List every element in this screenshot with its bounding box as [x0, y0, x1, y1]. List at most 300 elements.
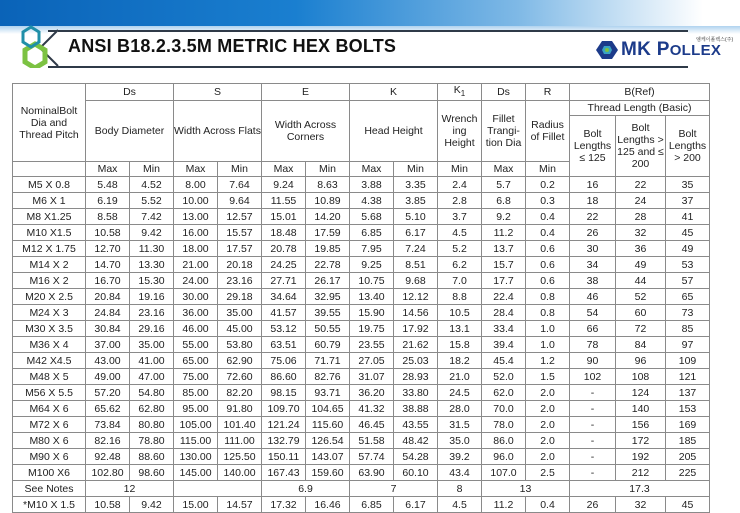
value-cell: 31.5: [438, 417, 482, 433]
value-cell: 153: [666, 401, 710, 417]
value-cell: 22.4: [482, 289, 526, 305]
sub-header-max: Max: [482, 162, 526, 177]
value-cell: 28: [616, 209, 666, 225]
value-cell: 23.55: [350, 337, 394, 353]
value-cell: 21.62: [394, 337, 438, 353]
table-row: [13, 417, 710, 433]
value-cell: 10.5: [438, 305, 482, 321]
value-cell: 125.50: [218, 449, 262, 465]
group-symbol-ds-fillet: Ds: [482, 84, 526, 101]
value-cell: 34.64: [262, 289, 306, 305]
hexagon-logo-icon: [14, 24, 56, 68]
table-row: [13, 305, 710, 321]
value-cell: 13.40: [350, 289, 394, 305]
value-cell: 22: [570, 209, 616, 225]
value-cell: 9.24: [262, 177, 306, 193]
value-cell: 27.71: [262, 273, 306, 289]
bolt-size-cell: M12 X 1.75: [13, 241, 86, 257]
value-cell: 13.1: [438, 321, 482, 337]
value-cell: 22.78: [306, 257, 350, 273]
value-cell: 205: [666, 449, 710, 465]
page-title: ANSI B18.2.3.5M METRIC HEX BOLTS: [68, 36, 397, 56]
value-cell: 45.4: [482, 353, 526, 369]
b-col-gt-200: Bolt Lengths > 200: [666, 116, 710, 177]
value-cell: 16: [570, 177, 616, 193]
value-cell: 2.0: [526, 385, 570, 401]
value-cell: 104.65: [306, 401, 350, 417]
value-cell: 212: [616, 465, 666, 481]
value-cell: 90: [570, 353, 616, 369]
value-cell: 63.90: [350, 465, 394, 481]
value-cell: 140: [616, 401, 666, 417]
value-cell: 35: [666, 177, 710, 193]
value-cell: 10.58: [86, 225, 130, 241]
group-symbol-ds: Ds: [86, 84, 174, 101]
value-cell: 14.20: [306, 209, 350, 225]
table-row: [13, 257, 710, 273]
sub-header-min: Min: [526, 162, 570, 177]
value-cell: 92.48: [86, 449, 130, 465]
sub-header-max: Max: [174, 162, 218, 177]
value-cell: 49: [616, 257, 666, 273]
value-cell: 16.00: [174, 225, 218, 241]
sub-header-max: Max: [350, 162, 394, 177]
value-cell: 0.4: [526, 209, 570, 225]
value-cell: 46: [570, 289, 616, 305]
value-cell: 57.20: [86, 385, 130, 401]
value-cell: 82.20: [218, 385, 262, 401]
brand-mark-icon: [596, 41, 618, 59]
sub-header-min: Min: [130, 162, 174, 177]
value-cell: 14.56: [394, 305, 438, 321]
value-cell: 10.89: [306, 193, 350, 209]
table-row: [13, 353, 710, 369]
value-cell: 12.57: [218, 209, 262, 225]
value-cell: 36.00: [174, 305, 218, 321]
notes-s: [174, 481, 262, 497]
value-cell: 62.0: [482, 385, 526, 401]
value-cell: 1.0: [526, 337, 570, 353]
value-cell: 60.79: [306, 337, 350, 353]
value-cell: 44: [616, 273, 666, 289]
group-symbol-b-ref: B(Ref): [570, 84, 710, 101]
bolt-size-cell: M5 X 0.8: [13, 177, 86, 193]
value-cell: 78: [570, 337, 616, 353]
value-cell: 49: [666, 241, 710, 257]
value-cell: 54.28: [394, 449, 438, 465]
value-cell: 75.06: [262, 353, 306, 369]
value-cell: 172: [616, 433, 666, 449]
value-cell: 26.17: [306, 273, 350, 289]
table-row: [13, 369, 710, 385]
table-row: [13, 433, 710, 449]
value-cell: 29.16: [130, 321, 174, 337]
value-cell: 130.00: [174, 449, 218, 465]
value-cell: 16.46: [306, 497, 350, 513]
group-symbol-s: S: [174, 84, 262, 101]
value-cell: 12.12: [394, 289, 438, 305]
bolt-size-cell: M14 X 2: [13, 257, 86, 273]
table-row: [13, 193, 710, 209]
value-cell: 150.11: [262, 449, 306, 465]
sub-header-min: Min: [438, 162, 482, 177]
value-cell: 20.78: [262, 241, 306, 257]
extra-row-m10: [13, 497, 710, 513]
value-cell: 23.16: [130, 305, 174, 321]
sub-header-min: Min: [394, 162, 438, 177]
value-cell: 85.00: [174, 385, 218, 401]
value-cell: 16.70: [86, 273, 130, 289]
group-desc-thread-length: Thread Length (Basic): [570, 101, 710, 116]
notes-row: [13, 481, 710, 497]
value-cell: -: [570, 465, 616, 481]
value-cell: 17.92: [394, 321, 438, 337]
bolt-size-cell: M42 X4.5: [13, 353, 86, 369]
value-cell: 6.2: [438, 257, 482, 273]
value-cell: 53.80: [218, 337, 262, 353]
value-cell: 52.0: [482, 369, 526, 385]
value-cell: 57: [666, 273, 710, 289]
bolt-size-cell: M24 X 3: [13, 305, 86, 321]
value-cell: 18.2: [438, 353, 482, 369]
value-cell: 3.85: [394, 193, 438, 209]
value-cell: 73: [666, 305, 710, 321]
value-cell: 65.62: [86, 401, 130, 417]
value-cell: 12.70: [86, 241, 130, 257]
value-cell: 43.4: [438, 465, 482, 481]
group-desc-head-height: Head Height: [350, 101, 438, 162]
value-cell: 39.2: [438, 449, 482, 465]
value-cell: 24.5: [438, 385, 482, 401]
value-cell: 30.84: [86, 321, 130, 337]
value-cell: 53.12: [262, 321, 306, 337]
value-cell: 18.48: [262, 225, 306, 241]
notes-k: 7: [350, 481, 438, 497]
table-row: [13, 177, 710, 193]
value-cell: 82.16: [86, 433, 130, 449]
value-cell: 85: [666, 321, 710, 337]
value-cell: 54: [570, 305, 616, 321]
value-cell: 8.63: [306, 177, 350, 193]
value-cell: 159.60: [306, 465, 350, 481]
value-cell: 14.57: [218, 497, 262, 513]
value-cell: 24.25: [262, 257, 306, 273]
value-cell: 30: [570, 241, 616, 257]
value-cell: 45.00: [218, 321, 262, 337]
value-cell: 8.8: [438, 289, 482, 305]
value-cell: 24.00: [174, 273, 218, 289]
value-cell: 9.2: [482, 209, 526, 225]
value-cell: 4.52: [130, 177, 174, 193]
value-cell: 8.00: [174, 177, 218, 193]
value-cell: 78.80: [130, 433, 174, 449]
value-cell: 0.3: [526, 193, 570, 209]
value-cell: 63.51: [262, 337, 306, 353]
value-cell: 6.85: [350, 497, 394, 513]
bolt-size-cell: M20 X 2.5: [13, 289, 86, 305]
value-cell: 32: [616, 497, 666, 513]
table-row: [13, 385, 710, 401]
value-cell: 145.00: [174, 465, 218, 481]
group-symbol-k: K: [350, 84, 438, 101]
value-cell: 11.2: [482, 225, 526, 241]
value-cell: 43.00: [86, 353, 130, 369]
value-cell: 3.35: [394, 177, 438, 193]
value-cell: -: [570, 417, 616, 433]
value-cell: 25.03: [394, 353, 438, 369]
value-cell: 26: [570, 225, 616, 241]
value-cell: 36.20: [350, 385, 394, 401]
value-cell: 15.8: [438, 337, 482, 353]
value-cell: 1.2: [526, 353, 570, 369]
value-cell: 28.93: [394, 369, 438, 385]
bolt-size-cell: M100 X6: [13, 465, 86, 481]
value-cell: 2.0: [526, 401, 570, 417]
spec-table-body: [13, 177, 710, 481]
group-symbol-k1: $K_1$: [438, 84, 482, 101]
value-cell: 102: [570, 369, 616, 385]
value-cell: 91.80: [218, 401, 262, 417]
value-cell: 33.4: [482, 321, 526, 337]
value-cell: 7.95: [350, 241, 394, 257]
value-cell: 108: [616, 369, 666, 385]
value-cell: 39.55: [306, 305, 350, 321]
value-cell: 6.17: [394, 225, 438, 241]
brand-korean-tag: 엠케이폴렉스(주): [696, 37, 734, 43]
bolt-size-cell: M90 X 6: [13, 449, 86, 465]
value-cell: 66: [570, 321, 616, 337]
value-cell: 31.07: [350, 369, 394, 385]
value-cell: 35.00: [130, 337, 174, 353]
value-cell: 2.0: [526, 433, 570, 449]
value-cell: 169: [666, 417, 710, 433]
value-cell: 93.71: [306, 385, 350, 401]
value-cell: 78.0: [482, 417, 526, 433]
value-cell: 143.07: [306, 449, 350, 465]
value-cell: 88.60: [130, 449, 174, 465]
value-cell: 5.52: [130, 193, 174, 209]
bolt-size-cell: M30 X 3.5: [13, 321, 86, 337]
notes-e: 6.9: [262, 481, 350, 497]
value-cell: 9.68: [394, 273, 438, 289]
value-cell: 37.00: [86, 337, 130, 353]
value-cell: -: [570, 449, 616, 465]
value-cell: 38: [570, 273, 616, 289]
value-cell: -: [570, 401, 616, 417]
notes-ds: 12: [86, 481, 174, 497]
value-cell: 7.24: [394, 241, 438, 257]
bolt-size-cell: M36 X 4: [13, 337, 86, 353]
bolt-size-cell: M16 X 2: [13, 273, 86, 289]
value-cell: 7.42: [130, 209, 174, 225]
value-cell: 86.60: [262, 369, 306, 385]
sub-header-min: Min: [306, 162, 350, 177]
value-cell: 41.32: [350, 401, 394, 417]
value-cell: 49.00: [86, 369, 130, 385]
value-cell: 28.4: [482, 305, 526, 321]
value-cell: 3.88: [350, 177, 394, 193]
value-cell: 101.40: [218, 417, 262, 433]
value-cell: 5.68: [350, 209, 394, 225]
value-cell: 23.16: [218, 273, 262, 289]
bolt-size-cell: M72 X 6: [13, 417, 86, 433]
value-cell: 8.58: [86, 209, 130, 225]
value-cell: 37: [666, 193, 710, 209]
value-cell: 97: [666, 337, 710, 353]
value-cell: 35.0: [438, 433, 482, 449]
value-cell: 86.0: [482, 433, 526, 449]
table-row: [13, 225, 710, 241]
value-cell: 73.84: [86, 417, 130, 433]
value-cell: 34: [570, 257, 616, 273]
row-header-label: NominalBolt Dia and Thread Pitch: [13, 84, 86, 162]
value-cell: 33.80: [394, 385, 438, 401]
value-cell: 102.80: [86, 465, 130, 481]
table-row: [13, 241, 710, 257]
value-cell: 0.4: [526, 497, 570, 513]
value-cell: 4.5: [438, 497, 482, 513]
value-cell: 2.8: [438, 193, 482, 209]
value-cell: 11.2: [482, 497, 526, 513]
value-cell: 15.00: [174, 497, 218, 513]
value-cell: 111.00: [218, 433, 262, 449]
value-cell: 19.16: [130, 289, 174, 305]
value-cell: 20.18: [218, 257, 262, 273]
value-cell: 124: [616, 385, 666, 401]
value-cell: 54.80: [130, 385, 174, 401]
hex-bolt-spec-table: [12, 83, 710, 513]
value-cell: 24: [616, 193, 666, 209]
value-cell: 0.2: [526, 177, 570, 193]
notes-k1: 8: [438, 481, 482, 497]
value-cell: 10.75: [350, 273, 394, 289]
value-cell: 24.84: [86, 305, 130, 321]
group-desc-width-across-flats: Width Across Flats: [174, 101, 262, 162]
value-cell: 15.01: [262, 209, 306, 225]
value-cell: 95.00: [174, 401, 218, 417]
value-cell: 14.70: [86, 257, 130, 273]
value-cell: 13.30: [130, 257, 174, 273]
header-banner: [0, 0, 740, 26]
value-cell: 75.00: [174, 369, 218, 385]
b-col-125-200: Bolt Lengths > 125 and ≤ 200: [616, 116, 666, 177]
value-cell: 11.30: [130, 241, 174, 257]
value-cell: 2.4: [438, 177, 482, 193]
value-cell: 5.7: [482, 177, 526, 193]
value-cell: 72.60: [218, 369, 262, 385]
value-cell: 6.8: [482, 193, 526, 209]
brand-name: MK POLLEX: [621, 39, 722, 60]
table-row: [13, 273, 710, 289]
value-cell: 3.7: [438, 209, 482, 225]
group-symbol-e: E: [262, 84, 350, 101]
value-cell: 156: [616, 417, 666, 433]
value-cell: 15.57: [218, 225, 262, 241]
value-cell: 7.64: [218, 177, 262, 193]
value-cell: 5.48: [86, 177, 130, 193]
value-cell: 7.0: [438, 273, 482, 289]
value-cell: 28.0: [438, 401, 482, 417]
value-cell: 0.8: [526, 289, 570, 305]
value-cell: 11.55: [262, 193, 306, 209]
value-cell: 5.2: [438, 241, 482, 257]
bolt-size-cell: M80 X 6: [13, 433, 86, 449]
b-col-le-125: Bolt Lengths ≤ 125: [570, 116, 616, 177]
value-cell: 41: [666, 209, 710, 225]
value-cell: 2.5: [526, 465, 570, 481]
value-cell: 96.0: [482, 449, 526, 465]
value-cell: 15.90: [350, 305, 394, 321]
value-cell: 27.05: [350, 353, 394, 369]
value-cell: 45: [666, 497, 710, 513]
value-cell: 9.64: [218, 193, 262, 209]
value-cell: 98.60: [130, 465, 174, 481]
value-cell: 15.30: [130, 273, 174, 289]
sub-header-blank: [13, 162, 86, 177]
value-cell: 32.95: [306, 289, 350, 305]
value-cell: 2.0: [526, 449, 570, 465]
value-cell: 62.80: [130, 401, 174, 417]
value-cell: 21.0: [438, 369, 482, 385]
value-cell: -: [570, 433, 616, 449]
value-cell: 46.00: [174, 321, 218, 337]
value-cell: 109.70: [262, 401, 306, 417]
value-cell: 29.18: [218, 289, 262, 305]
value-cell: 32: [616, 225, 666, 241]
value-cell: 19.85: [306, 241, 350, 257]
value-cell: 140.00: [218, 465, 262, 481]
value-cell: 5.10: [394, 209, 438, 225]
value-cell: 82.76: [306, 369, 350, 385]
sub-header-max: Max: [86, 162, 130, 177]
value-cell: 15.7: [482, 257, 526, 273]
value-cell: 8.51: [394, 257, 438, 273]
notes-ds-fillet-r: 13: [482, 481, 570, 497]
value-cell: 13.00: [174, 209, 218, 225]
value-cell: 10.00: [174, 193, 218, 209]
notes-b: 17.3: [570, 481, 710, 497]
value-cell: 45: [666, 225, 710, 241]
group-desc-fillet-transition-dia: Fillet Trangi- tion Dia: [482, 101, 526, 162]
value-cell: 21.00: [174, 257, 218, 273]
value-cell: 53: [666, 257, 710, 273]
value-cell: 72: [616, 321, 666, 337]
value-cell: 57.74: [350, 449, 394, 465]
table-row: [13, 337, 710, 353]
value-cell: 60.10: [394, 465, 438, 481]
table-row: [13, 289, 710, 305]
sub-header-min: Min: [218, 162, 262, 177]
value-cell: 10.58: [86, 497, 130, 513]
value-cell: 80.80: [130, 417, 174, 433]
value-cell: 17.59: [306, 225, 350, 241]
value-cell: 4.38: [350, 193, 394, 209]
value-cell: 38.88: [394, 401, 438, 417]
value-cell: 47.00: [130, 369, 174, 385]
notes-label: See Notes: [13, 481, 86, 497]
value-cell: 1.5: [526, 369, 570, 385]
table-row: [13, 321, 710, 337]
value-cell: 0.8: [526, 305, 570, 321]
value-cell: 46.45: [350, 417, 394, 433]
value-cell: 20.84: [86, 289, 130, 305]
value-cell: 2.0: [526, 417, 570, 433]
value-cell: 98.15: [262, 385, 306, 401]
value-cell: 22: [616, 177, 666, 193]
value-cell: 52: [616, 289, 666, 305]
value-cell: 0.6: [526, 241, 570, 257]
value-cell: 17.57: [218, 241, 262, 257]
